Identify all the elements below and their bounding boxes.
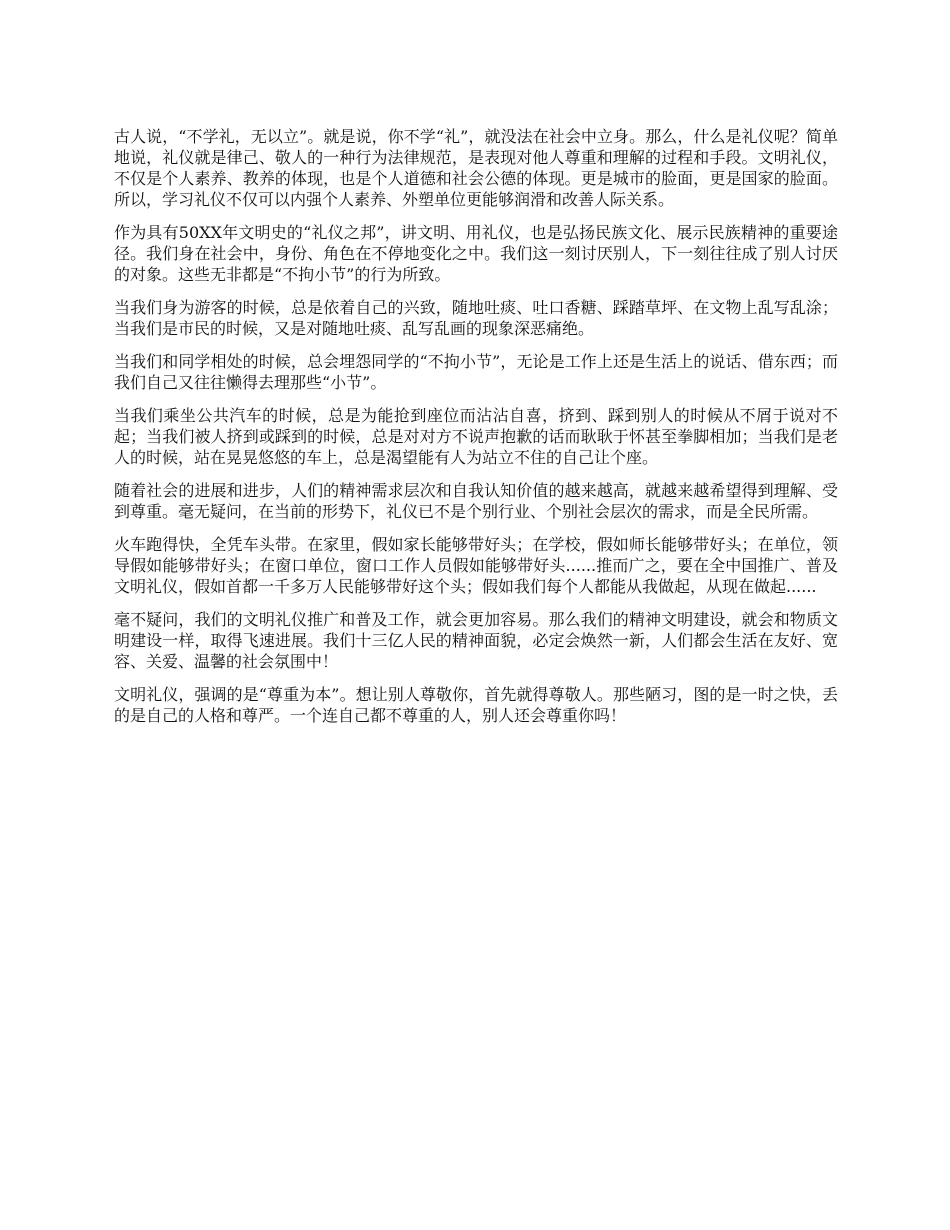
paragraph-2: 作为具有50XX年文明史的“礼仪之邦”，讲文明、用礼仪，也是弘扬民族文化、展示民族精神的重要途径。我们身在社会中，身份、角色在不停地变化之中。我们这一刻讨厌别人，下一刻往往成了别人讨厌的对象。这些无非都是“不拘小节”的行为所致。 <box>114 223 838 284</box>
document-body <box>114 126 838 738</box>
paragraph-3: 当我们身为游客的时候，总是依着自己的兴致，随地吐痰、吐口香糖、踩踏草坪、在文物上乱写乱涂；当我们是市民的时候，又是对随地吐痰、乱写乱画的现象深恶痛绝。 <box>114 298 838 338</box>
paragraph-8: 毫不疑问，我们的文明礼仪推广和普及工作，就会更加容易。那么我们的精神文明建设，就会和物质文明建设一样，取得飞速进展。我们十三亿人民的精神面貌，必定会焕然一新，人们都会生活在友好、宽容、关爱、温馨的社会氛围中！ <box>114 610 838 671</box>
paragraph-1: 古人说，“不学礼，无以立”。就是说，你不学“礼”，就没法在社会中立身。那么，什么是礼仪呢？简单地说，礼仪就是律己、敬人的一种行为法律规范，是表现对他人尊重和理解的过程和手段。文明礼仪，不仅是个人素养、教养的体现，也是个人道德和社会公德的体现。更是城市的脸面，更是国家的脸面。所以，学习礼仪不仅可以内强个人素养、外塑单位更能够润滑和改善人际关系。 <box>114 127 838 209</box>
paragraph-4: 当我们和同学相处的时候，总会埋怨同学的“不拘小节”，无论是工作上还是生活上的说话、借东西；而我们自己又往往懒得去理那些“小节”。 <box>114 352 838 392</box>
paragraph-9: 文明礼仪，强调的是“尊重为本”。想让别人尊敬你，首先就得尊敬人。那些陋习，图的是一时之快，丢的是自己的人格和尊严。一个连自己都不尊重的人，别人还会尊重你吗！ <box>114 685 838 725</box>
paragraph-6: 随着社会的进展和进步，人们的精神需求层次和自我认知价值的越来越高，就越来越希望得到理解、受到尊重。毫无疑问，在当前的形势下，礼仪已不是个别行业、个别社会层次的需求，而是全民所需。 <box>114 481 838 521</box>
paragraph-7: 火车跑得快，全凭车头带。在家里，假如家长能够带好头；在学校，假如师长能够带好头；在单位，领导假如能够带好头；在窗口单位，窗口工作人员假如能够带好头......推而广之，要在全中国推广、普及文明礼仪，假如首都一千多万人民能够带好这个头；假如我们每个人都能从我做起，从现在做起...... <box>114 535 838 596</box>
paragraph-5: 当我们乘坐公共汽车的时候，总是为能抢到座位而沾沾自喜，挤到、踩到别人的时候从不屑于说对不起；当我们被人挤到或踩到的时候，总是对对方不说声抱歉的话而耿耿于怀甚至拳脚相加；当我们是老人的时候，站在晃晃悠悠的车上，总是渴望能有人为站立不住的自己让个座。 <box>114 406 838 467</box>
